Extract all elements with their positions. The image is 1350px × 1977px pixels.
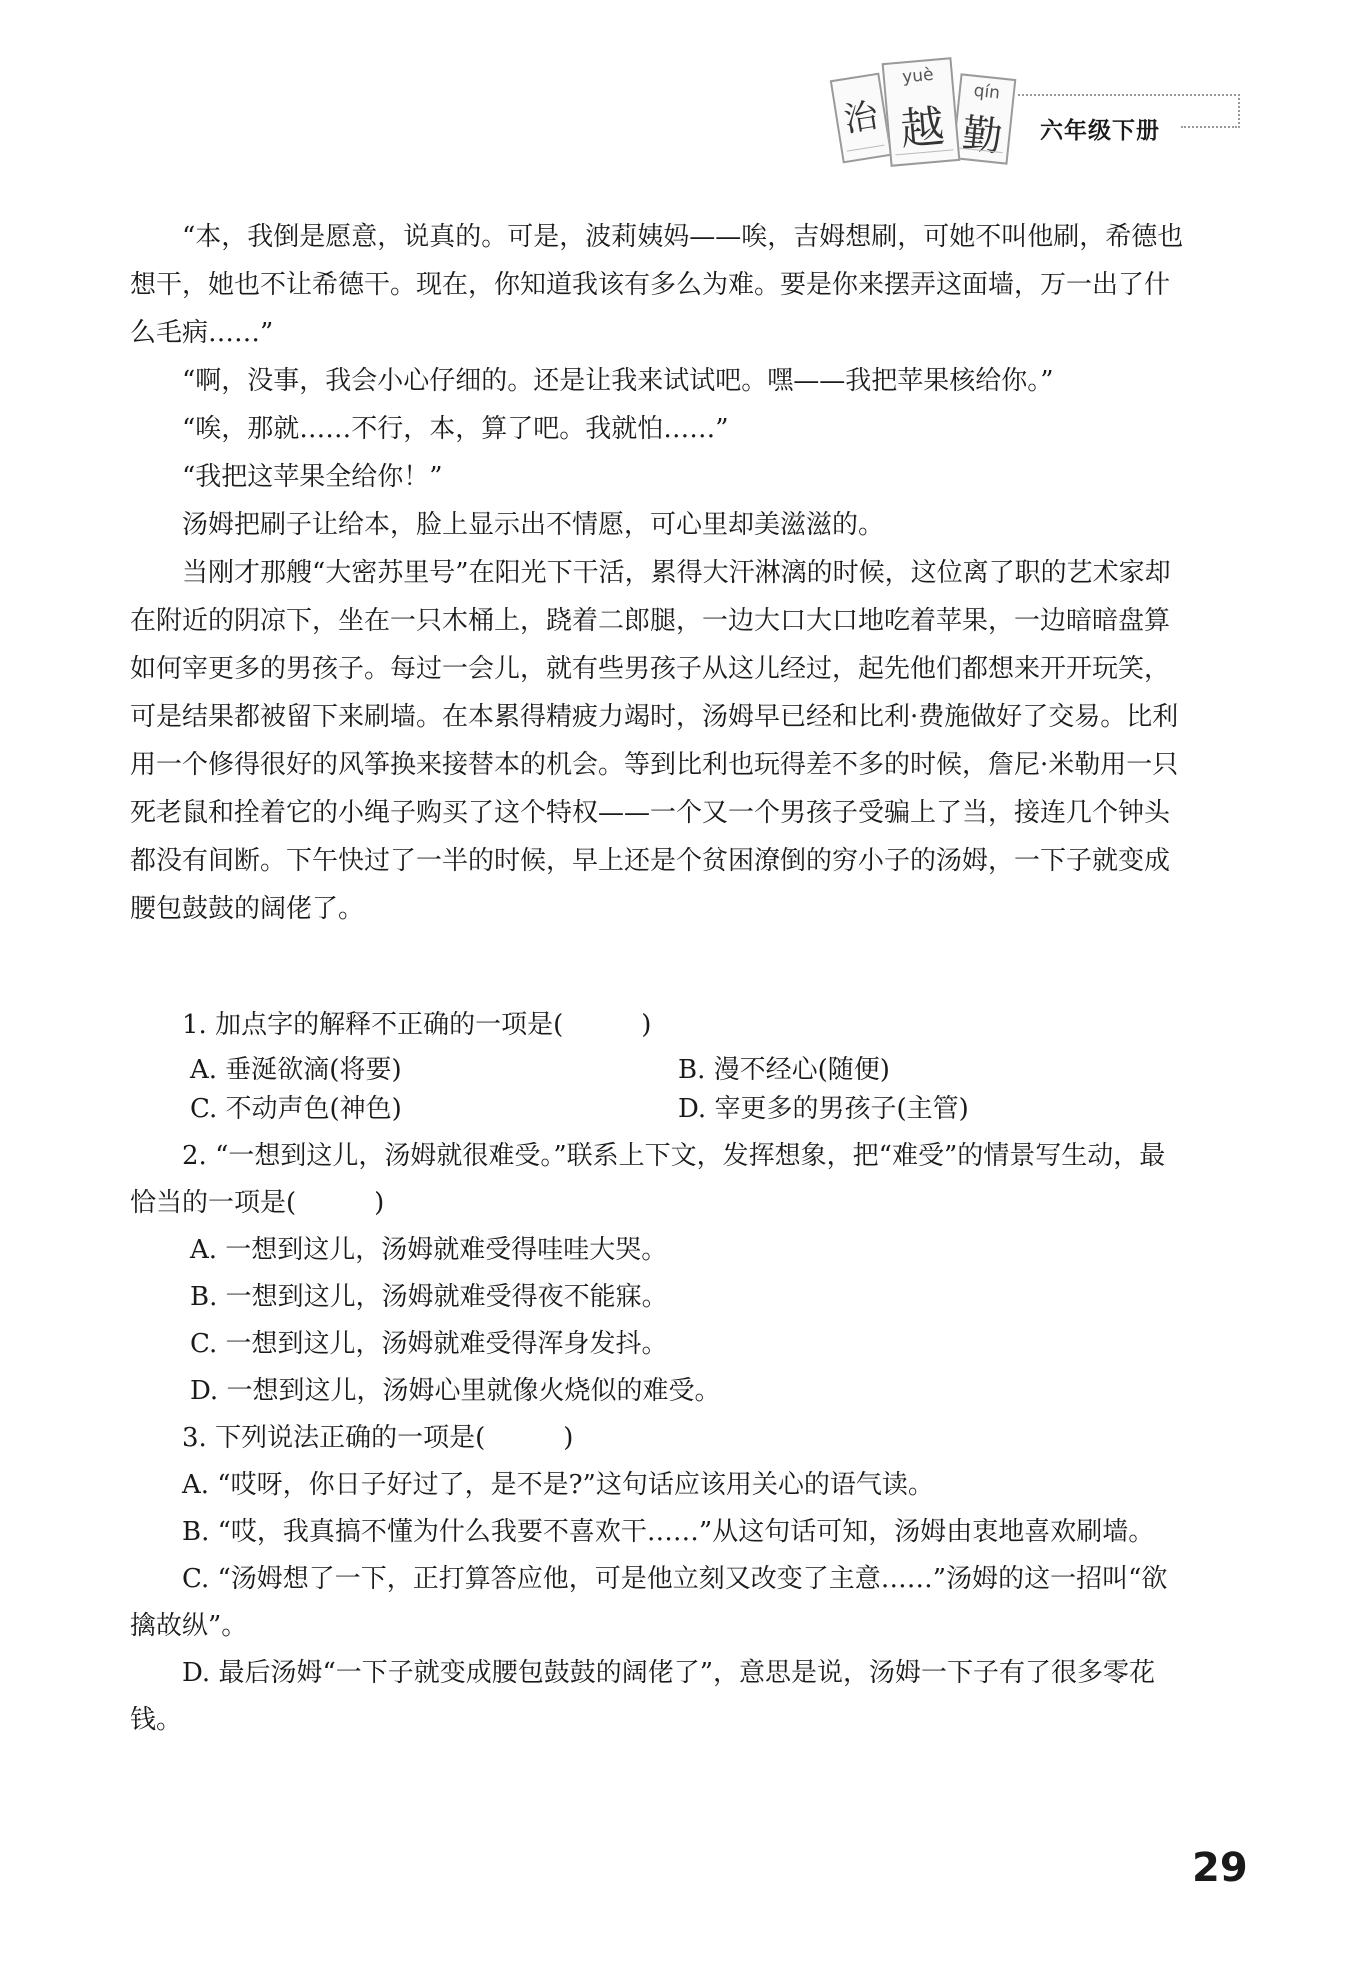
header-dotted-underline [1181,126,1237,128]
passage-paragraph: “我把这苹果全给你！” [182,462,443,492]
logo-char-1: 治 [841,95,881,141]
logo-card-3 [952,73,1017,164]
question-1-option-c: C. 不动声色(神色) [190,1094,402,1124]
question-2-option-b: B. 一想到这儿，汤姆就难受得夜不能寐。 [190,1282,668,1312]
question-1-option-d: D. 宰更多的男孩子(主管) [678,1094,969,1124]
grade-label: 六年级下册 [1040,118,1160,144]
logo-pinyin-2: yuè [901,64,935,88]
series-logo [828,58,1018,183]
question-2-option-d: D. 一想到这儿，汤姆心里就像火烧似的难受。 [190,1376,721,1406]
question-3-stem: 3. 下列说法正确的一项是( ) [182,1423,574,1453]
question-3-option-c: C. “汤姆想了一下，正打算答应他，可是他立刻又改变了主意……”汤姆的这一招叫“欲擒故纵”。 [130,1564,1168,1641]
logo-card-2 [882,57,961,167]
question-2-option-a: A. 一想到这儿，汤姆就难受得哇哇大哭。 [190,1235,668,1265]
passage-paragraph: “唉，那就……不行，本，算了吧。我就怕……” [182,414,729,444]
question-1-options-row-1 [130,1049,1190,1086]
passage-paragraph: “啊，没事，我会小心仔细的。还是让我来试试吧。嘿——我把苹果核给你。” [182,366,1054,396]
logo-pinyin-3: qín [972,80,1001,104]
question-3-option-b: B. “哎，我真搞不懂为什么我要不喜欢干……”从这句话可知，汤姆由衷地喜欢刷墙。 [182,1517,1155,1547]
question-1-stem: 1. 加点字的解释不正确的一项是( ) [182,1010,652,1040]
logo-char-3: 勤 [959,110,1005,161]
question-1-option-b: B. 漫不经心(随便) [678,1055,890,1085]
question-2-stem: 2. “一想到这儿，汤姆就很难受。”联系上下文，发挥想象，把“难受”的情景写生动，最恰当的一项是( ) [130,1141,1166,1218]
passage-paragraph: “本，我倒是愿意，说真的。可是，波莉姨妈——唉，吉姆想刷，可她不叫他刷，希德也想干，她也不让希德干。现在，你知道我该有多么为难。要是你来摆弄这面墙，万一出了什么毛病……” [130,222,1184,348]
questions-section [130,1002,1190,1744]
question-1-options-row-2 [130,1086,1190,1133]
question-3-option-d: D. 最后汤姆“一下子就变成腰包鼓鼓的阔佬了”，意思是说，汤姆一下子有了很多零花钱。 [130,1658,1156,1735]
question-3-option-a: A. “哎呀，你日子好过了，是不是?”这句话应该用关心的语气读。 [182,1470,934,1500]
question-1-option-a: A. 垂涎欲滴(将要) [190,1055,402,1085]
reading-passage [130,213,1185,933]
passage-paragraph: 汤姆把刷子让给本，脸上显示出不情愿，可心里却美滋滋的。 [182,510,885,540]
question-2-option-c: C. 一想到这儿，汤姆就难受得浑身发抖。 [190,1329,668,1359]
logo-char-2: 越 [898,101,947,156]
passage-paragraph: 当刚才那艘“大密苏里号”在阳光下干活，累得大汗淋漓的时候，这位离了职的艺术家却在附近的阴凉下，坐在一只木桶上，跷着二郎腿，一边大口大口地吃着苹果，一边暗暗盘算如何宰更多的男孩子。每过一会儿，就有些男孩子从这儿经过，起先他们都想来开开玩笑，可是结果都被留下来刷墙。在本累得精疲力竭时，汤姆早已经和比利·费施做好了交易。比利用一个修得很好的风筝换来接替本的机会。等到比利也玩得差不多的时候，詹尼·米勒用一只死老鼠和拴着它的小绳子购买了这个特权——一个又一个男孩子受骗上了当，接连几个钟头都没有间断。下午快过了一半的时候，早上还是个贫困潦倒的穷小子的汤姆，一下子就变成腰包鼓鼓的阔佬了。 [130,558,1179,924]
page-number: 29 [1192,1845,1248,1891]
